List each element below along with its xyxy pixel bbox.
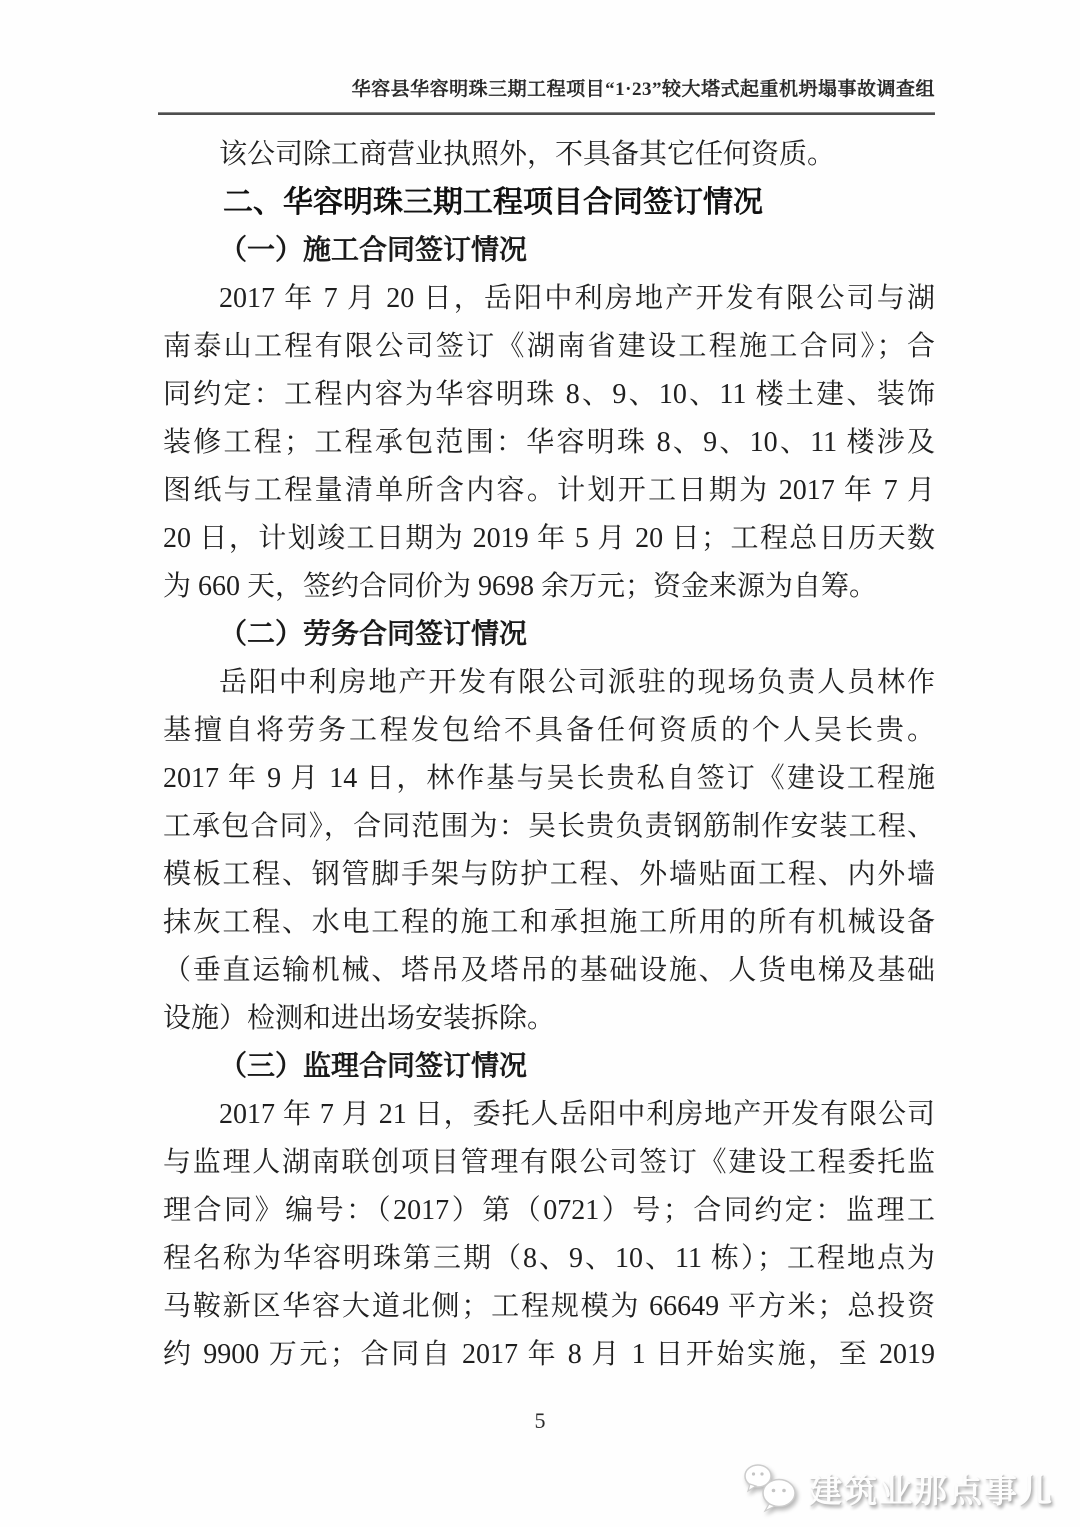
text-line: 程名称为华容明珠第三期（8、9、10、11 栋）；工程地点为 xyxy=(163,1243,935,1274)
watermark xyxy=(743,1463,1054,1513)
text-line: 南泰山工程有限公司签订《湖南省建设工程施工合同》；合 xyxy=(163,331,935,362)
watermark-text: 建筑业那点事儿 xyxy=(809,1471,1054,1509)
text-line: 同约定：工程内容为华容明珠 8、9、10、11 楼土建、装饰 xyxy=(163,379,935,410)
text-line: （三）监理合同签订情况 xyxy=(219,1051,528,1082)
document-body xyxy=(163,131,935,1379)
text-line: 理合同》编号：（2017）第（0721）号；合同约定：监理工 xyxy=(163,1195,935,1226)
text-line: 与监理人湖南联创项目管理有限公司签订《建设工程委托监 xyxy=(163,1147,935,1178)
header-rule xyxy=(158,112,935,115)
text-line: （一）施工合同签订情况 xyxy=(219,235,528,266)
text-line: 2017 年 9 月 14 日，林作基与吴长贵私自签订《建设工程施 xyxy=(163,763,935,794)
text-line: （二）劳务合同签订情况 xyxy=(219,619,528,650)
text-line: 为 660 天，签约合同价为 9698 余万元；资金来源为自筹。 xyxy=(163,571,878,602)
text-line: 约 9900 万元；合同自 2017 年 8 月 1 日开始实施，至 2019 xyxy=(163,1339,935,1370)
text-line: 20 日，计划竣工日期为 2019 年 5 月 20 日；工程总日历天数 xyxy=(163,523,935,554)
text-line: 装修工程；工程承包范围：华容明珠 8、9、10、11 楼涉及 xyxy=(163,427,935,458)
text-line: 模板工程、钢管脚手架与防护工程、外墙贴面工程、内外墙 xyxy=(163,859,935,890)
text-line: 2017 年 7 月 20 日，岳阳中利房地产开发有限公司与湖 xyxy=(219,283,935,314)
text-line: 马鞍新区华容大道北侧；工程规模为 66649 平方米；总投资 xyxy=(163,1291,935,1322)
text-line: 2017 年 7 月 21 日，委托人岳阳中利房地产开发有限公司 xyxy=(219,1099,935,1130)
text-line: 二、华容明珠三期工程项目合同签订情况 xyxy=(223,186,763,219)
text-line: 抹灰工程、水电工程的施工和承担施工所用的所有机械设备 xyxy=(163,907,935,938)
text-line: 设施）检测和进出场安装拆除。 xyxy=(163,1003,556,1034)
text-line: 岳阳中利房地产开发有限公司派驻的现场负责人员林作 xyxy=(219,667,935,698)
text-line: 基擅自将劳务工程发包给不具备任何资质的个人吴长贵。 xyxy=(163,715,935,746)
text-line: 该公司除工商营业执照外，不具备其它任何资质。 xyxy=(219,139,836,170)
text-line: （垂直运输机械、塔吊及塔吊的基础设施、人货电梯及基础 xyxy=(163,955,935,986)
text-line: 工承包合同》，合同范围为：吴长贵负责钢筋制作安装工程、 xyxy=(163,811,935,842)
header-title: 华容县华容明珠三期工程项目“1·23”较大塔式起重机坍塌事故调查组 xyxy=(351,79,935,100)
wechat-icon xyxy=(743,1463,799,1513)
text-line: 图纸与工程量清单所含内容。计划开工日期为 2017 年 7 月 xyxy=(163,475,935,506)
page-number: 5 xyxy=(534,1408,546,1433)
